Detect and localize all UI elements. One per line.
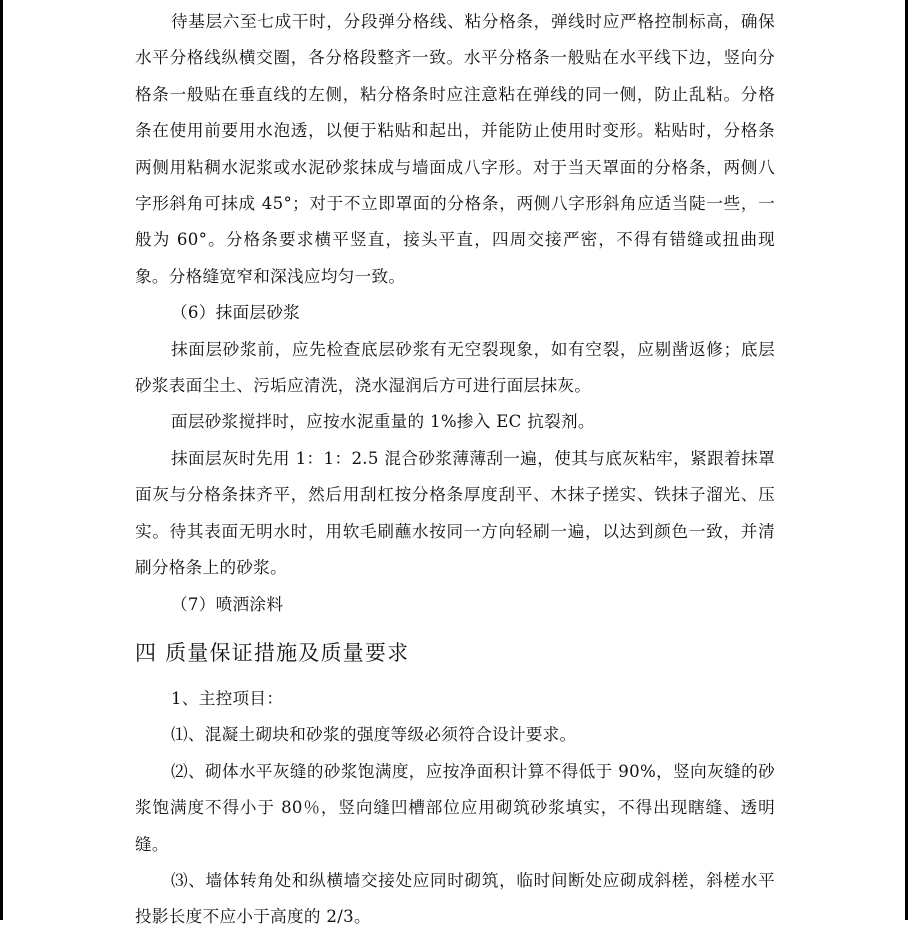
subheading-main-control-items: 1、主控项目： bbox=[171, 688, 284, 708]
list-item-strength-grade: ⑴、混凝土砌块和砂浆的强度等级必须符合设计要求。 bbox=[171, 725, 577, 745]
section-heading-quality-assurance: 四 质量保证措施及质量要求 bbox=[135, 640, 410, 665]
paragraph-finish-coat-application: 抹面层灰时先用 1：1：2.5 混合砂浆薄薄刮一遍，使其与底灰粘牢，紧跟着抹罩面灰与分格条抹齐平，然后用刮杠按分格条厚度刮平、木抹子搓实、铁抹子溜光、压实。待其表面无明水时，用软毛刷蘸水按同一方向轻刷一遍，以达到颜色一致，并清刷分格条上的砂浆。 bbox=[135, 448, 775, 578]
document-page bbox=[135, 4, 775, 936]
subheading-finish-coat-mortar: （6）抹面层砂浆 bbox=[171, 303, 301, 323]
page-left-border bbox=[0, 0, 3, 920]
subheading-spray-coating: （7）喷洒涂料 bbox=[171, 594, 284, 614]
paragraph-finish-coat-preparation: 抹面层砂浆前，应先检查底层砂浆有无空裂现象，如有空裂，应剔凿返修；底层砂浆表面尘土、污垢应清洗，浇水湿润后方可进行面层抹灰。 bbox=[135, 339, 775, 396]
paragraph-finish-coat-mixing: 面层砂浆搅拌时，应按水泥重量的 1%掺入 EC 抗裂剂。 bbox=[171, 412, 595, 432]
list-item-mortar-fullness: ⑵、砌体水平灰缝的砂浆饱满度，应按净面积计算不得低于 90%，竖向灰缝的砂浆饱满度不得小于 80％，竖向缝凹槽部位应用砌筑砂浆填实，不得出现瞎缝、透明缝。 bbox=[135, 761, 775, 854]
paragraph-divider-strip-installation: 待基层六至七成干时，分段弹分格线、粘分格条，弹线时应严格控制标高，确保水平分格线纵横交圈，各分格段整齐一致。水平分格条一般贴在水平线下边，竖向分格条一般贴在垂直线的左侧，粘分格条时应注意粘在弹线的同一侧，防止乱粘。分格条在使用前要用水泡透，以便于粘贴和起出，并能防止使用时变形。粘贴时，分格条两侧用粘稠水泥浆或水泥砂浆抹成与墙面成八字形。对于当天罩面的分格条，两侧八字形斜角可抹成 45°；对于不立即罩面的分格条，两侧八字形斜角应适当陡一些，一般为 60°。分格条要求横平竖直，接头平直，四周交接严密，不得有错缝或扭曲现象。分格缝宽窄和深浅应均匀一致。 bbox=[135, 12, 775, 286]
list-item-corner-joints: ⑶、墙体转角处和纵横墙交接处应同时砌筑，临时间断处应砌成斜槎，斜槎水平投影长度不应小于高度的 2/3。 bbox=[135, 870, 775, 927]
